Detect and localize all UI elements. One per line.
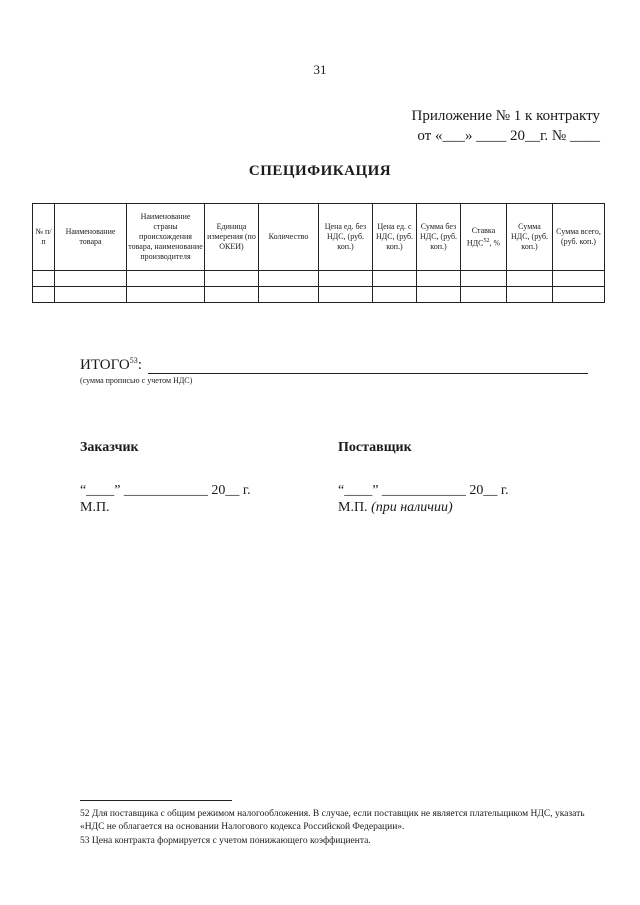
table-header-row <box>33 204 605 271</box>
table-cell[interactable] <box>55 271 127 287</box>
header-cell: № п/п <box>33 204 55 271</box>
specification-table <box>32 203 605 303</box>
table-cell[interactable] <box>507 271 553 287</box>
customer-date-line: “____” ____________ 20__ г. <box>80 483 251 498</box>
table-cell[interactable] <box>55 287 127 303</box>
specification-title: СПЕЦИФИКАЦИЯ <box>248 163 392 179</box>
supplier-heading: Поставщик <box>338 440 412 455</box>
table-cell[interactable] <box>553 287 605 303</box>
header-cell: Наименование товара <box>55 204 127 271</box>
table-cell[interactable] <box>127 271 205 287</box>
table-cell[interactable] <box>373 287 417 303</box>
supplier-seal <box>338 500 453 516</box>
vat-rate-suffix: , % <box>489 238 501 248</box>
supplier-seal-note: (при наличии) <box>371 500 453 515</box>
table-cell[interactable] <box>461 287 507 303</box>
supplier-date-line: “____” ____________ 20__ г. <box>338 483 509 498</box>
table-cell[interactable] <box>127 287 205 303</box>
table-cell[interactable] <box>417 271 461 287</box>
vat-rate-label: Ставка НДС <box>466 225 496 248</box>
header-cell: Цена ед. с НДС, (руб. коп.) <box>373 204 417 271</box>
table-cell[interactable] <box>205 287 259 303</box>
supplier-seal-text: М.П. <box>338 500 368 515</box>
table-cell[interactable] <box>319 287 373 303</box>
header-cell: Единица измерения (по ОКЕИ) <box>205 204 259 271</box>
appendix-title: Приложение № 1 к контракту <box>411 108 600 124</box>
total-note: (сумма прописью с учетом НДС) <box>80 376 193 385</box>
table-cell[interactable] <box>319 271 373 287</box>
header-cell: Цена ед. без НДС, (руб. коп.) <box>319 204 373 271</box>
header-cell: Наименование страны происхождения товара, наименование производителя <box>127 204 205 271</box>
table-cell[interactable] <box>205 271 259 287</box>
header-cell: Сумма без НДС, (руб. коп.) <box>417 204 461 271</box>
table-cell[interactable] <box>259 271 319 287</box>
page-number: 31 <box>313 62 327 77</box>
footnote-divider <box>80 800 232 801</box>
footnote-53: 53 Цена контракта формируется с учетом понижающего коэффициента. <box>80 836 371 846</box>
table-cell[interactable] <box>373 271 417 287</box>
customer-heading: Заказчик <box>80 440 139 455</box>
table-cell[interactable] <box>553 271 605 287</box>
total-label <box>80 356 142 374</box>
table-cell[interactable] <box>461 271 507 287</box>
table-cell[interactable] <box>259 287 319 303</box>
table-cell[interactable] <box>417 287 461 303</box>
total-colon: : <box>137 357 142 373</box>
total-amount-line[interactable] <box>148 373 588 374</box>
footnote-ref-52: 52 <box>483 237 490 244</box>
appendix-date-line: от «___» ____ 20__г. № ____ <box>417 128 600 144</box>
table-cell[interactable] <box>507 287 553 303</box>
footnote-52: 52 Для поставщика с общим режимом налогообложения. В случае, если поставщик не является плательщиком НДС, указать «НДС не облагается на основании Налогового кодекса Российской Федерации». <box>80 809 585 832</box>
table-row <box>33 287 605 303</box>
header-cell: Сумма всего, (руб. коп.) <box>553 204 605 271</box>
table-cell[interactable] <box>33 287 55 303</box>
header-cell-vat-rate <box>461 204 507 271</box>
customer-seal: М.П. <box>80 500 110 515</box>
table-row <box>33 271 605 287</box>
total-text: ИТОГО <box>80 357 130 373</box>
table-cell[interactable] <box>33 271 55 287</box>
header-cell: Количество <box>259 204 319 271</box>
footnote-ref-53: 53 <box>129 356 138 365</box>
header-cell: Сумма НДС, (руб. коп.) <box>507 204 553 271</box>
